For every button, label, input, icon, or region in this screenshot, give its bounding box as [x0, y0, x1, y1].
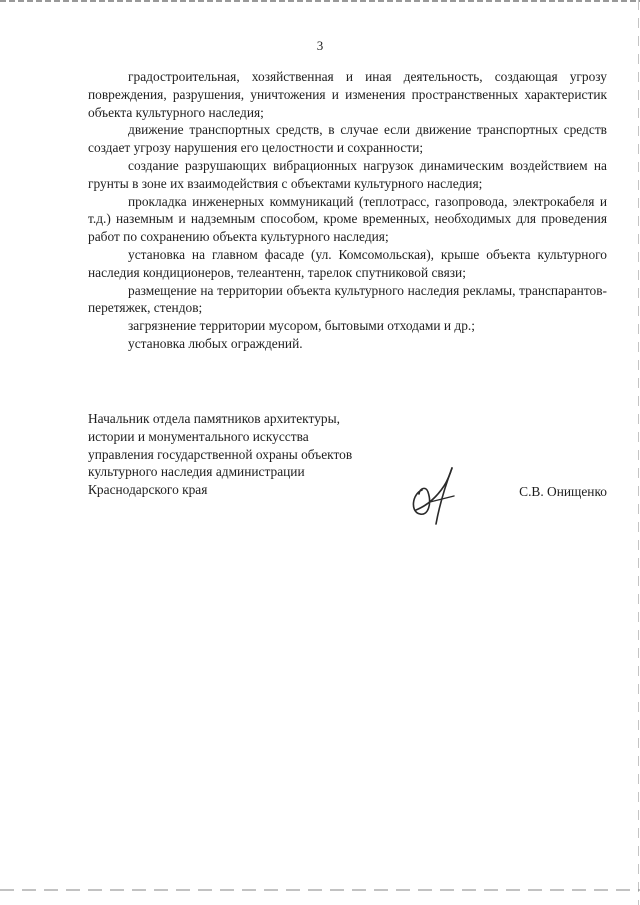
signatory-title-line: истории и монументального искусства	[88, 428, 309, 444]
list-item-facade-equipment: установка на главном фасаде (ул. Комсомольская), крыше объекта культурного наследия кондиционеров, телеантенн, тарелок спутниковой связи;	[88, 246, 607, 280]
list-item-vibration-loads: создание разрушающих вибрационных нагрузок динамическим воздействием на грунты в зоне их взаимодействия с объектами культурного наследия;	[88, 157, 607, 191]
scan-edge-right	[638, 0, 639, 905]
signatory-name: С.В. Онищенко	[519, 484, 607, 499]
signatory-title-line: Начальник отдела памятников архитектуры,	[88, 411, 340, 426]
list-item-urban-activity: градостроительная, хозяйственная и иная деятельность, создающая угрозу повреждения, разрушения, уничтожения и изменения пространственных характеристик объекта культурного наследия;	[88, 69, 607, 120]
signatory-title-line: Краснодарского края	[88, 482, 208, 498]
signature-icon	[406, 460, 462, 530]
list-item-utility-lines: прокладка инженерных коммуникаций (теплотрасс, газопровода, электрокабеля и т.д.) наземным и надземным способом, кроме временных, необходимых для проведения работ по сохранению объекта культурного наследия;	[88, 193, 607, 245]
page-number: 3	[316, 38, 324, 53]
list-item-advertising: размещение на территории объекта культурного наследия рекламы, транспарантов-перетяжек, стендов;	[88, 282, 607, 316]
scan-edge-top	[0, 0, 640, 2]
signatory-title-line: управления государственной охраны объектов	[88, 446, 353, 462]
list-item-vehicle-traffic: движение транспортных средств, в случае если движение транспортных средств создает угрозу нарушения его целостности и сохранности;	[88, 122, 607, 156]
document-body	[88, 68, 607, 353]
signatory-title-line: культурного наследия администрации	[88, 464, 305, 480]
list-item-littering: загрязнение территории мусором, бытовыми отходами и др.;	[128, 318, 475, 334]
list-item-fencing: установка любых ограждений.	[128, 335, 303, 351]
signatory-title	[88, 410, 352, 499]
signature-block	[88, 410, 607, 530]
scan-edge-bottom	[0, 889, 640, 891]
